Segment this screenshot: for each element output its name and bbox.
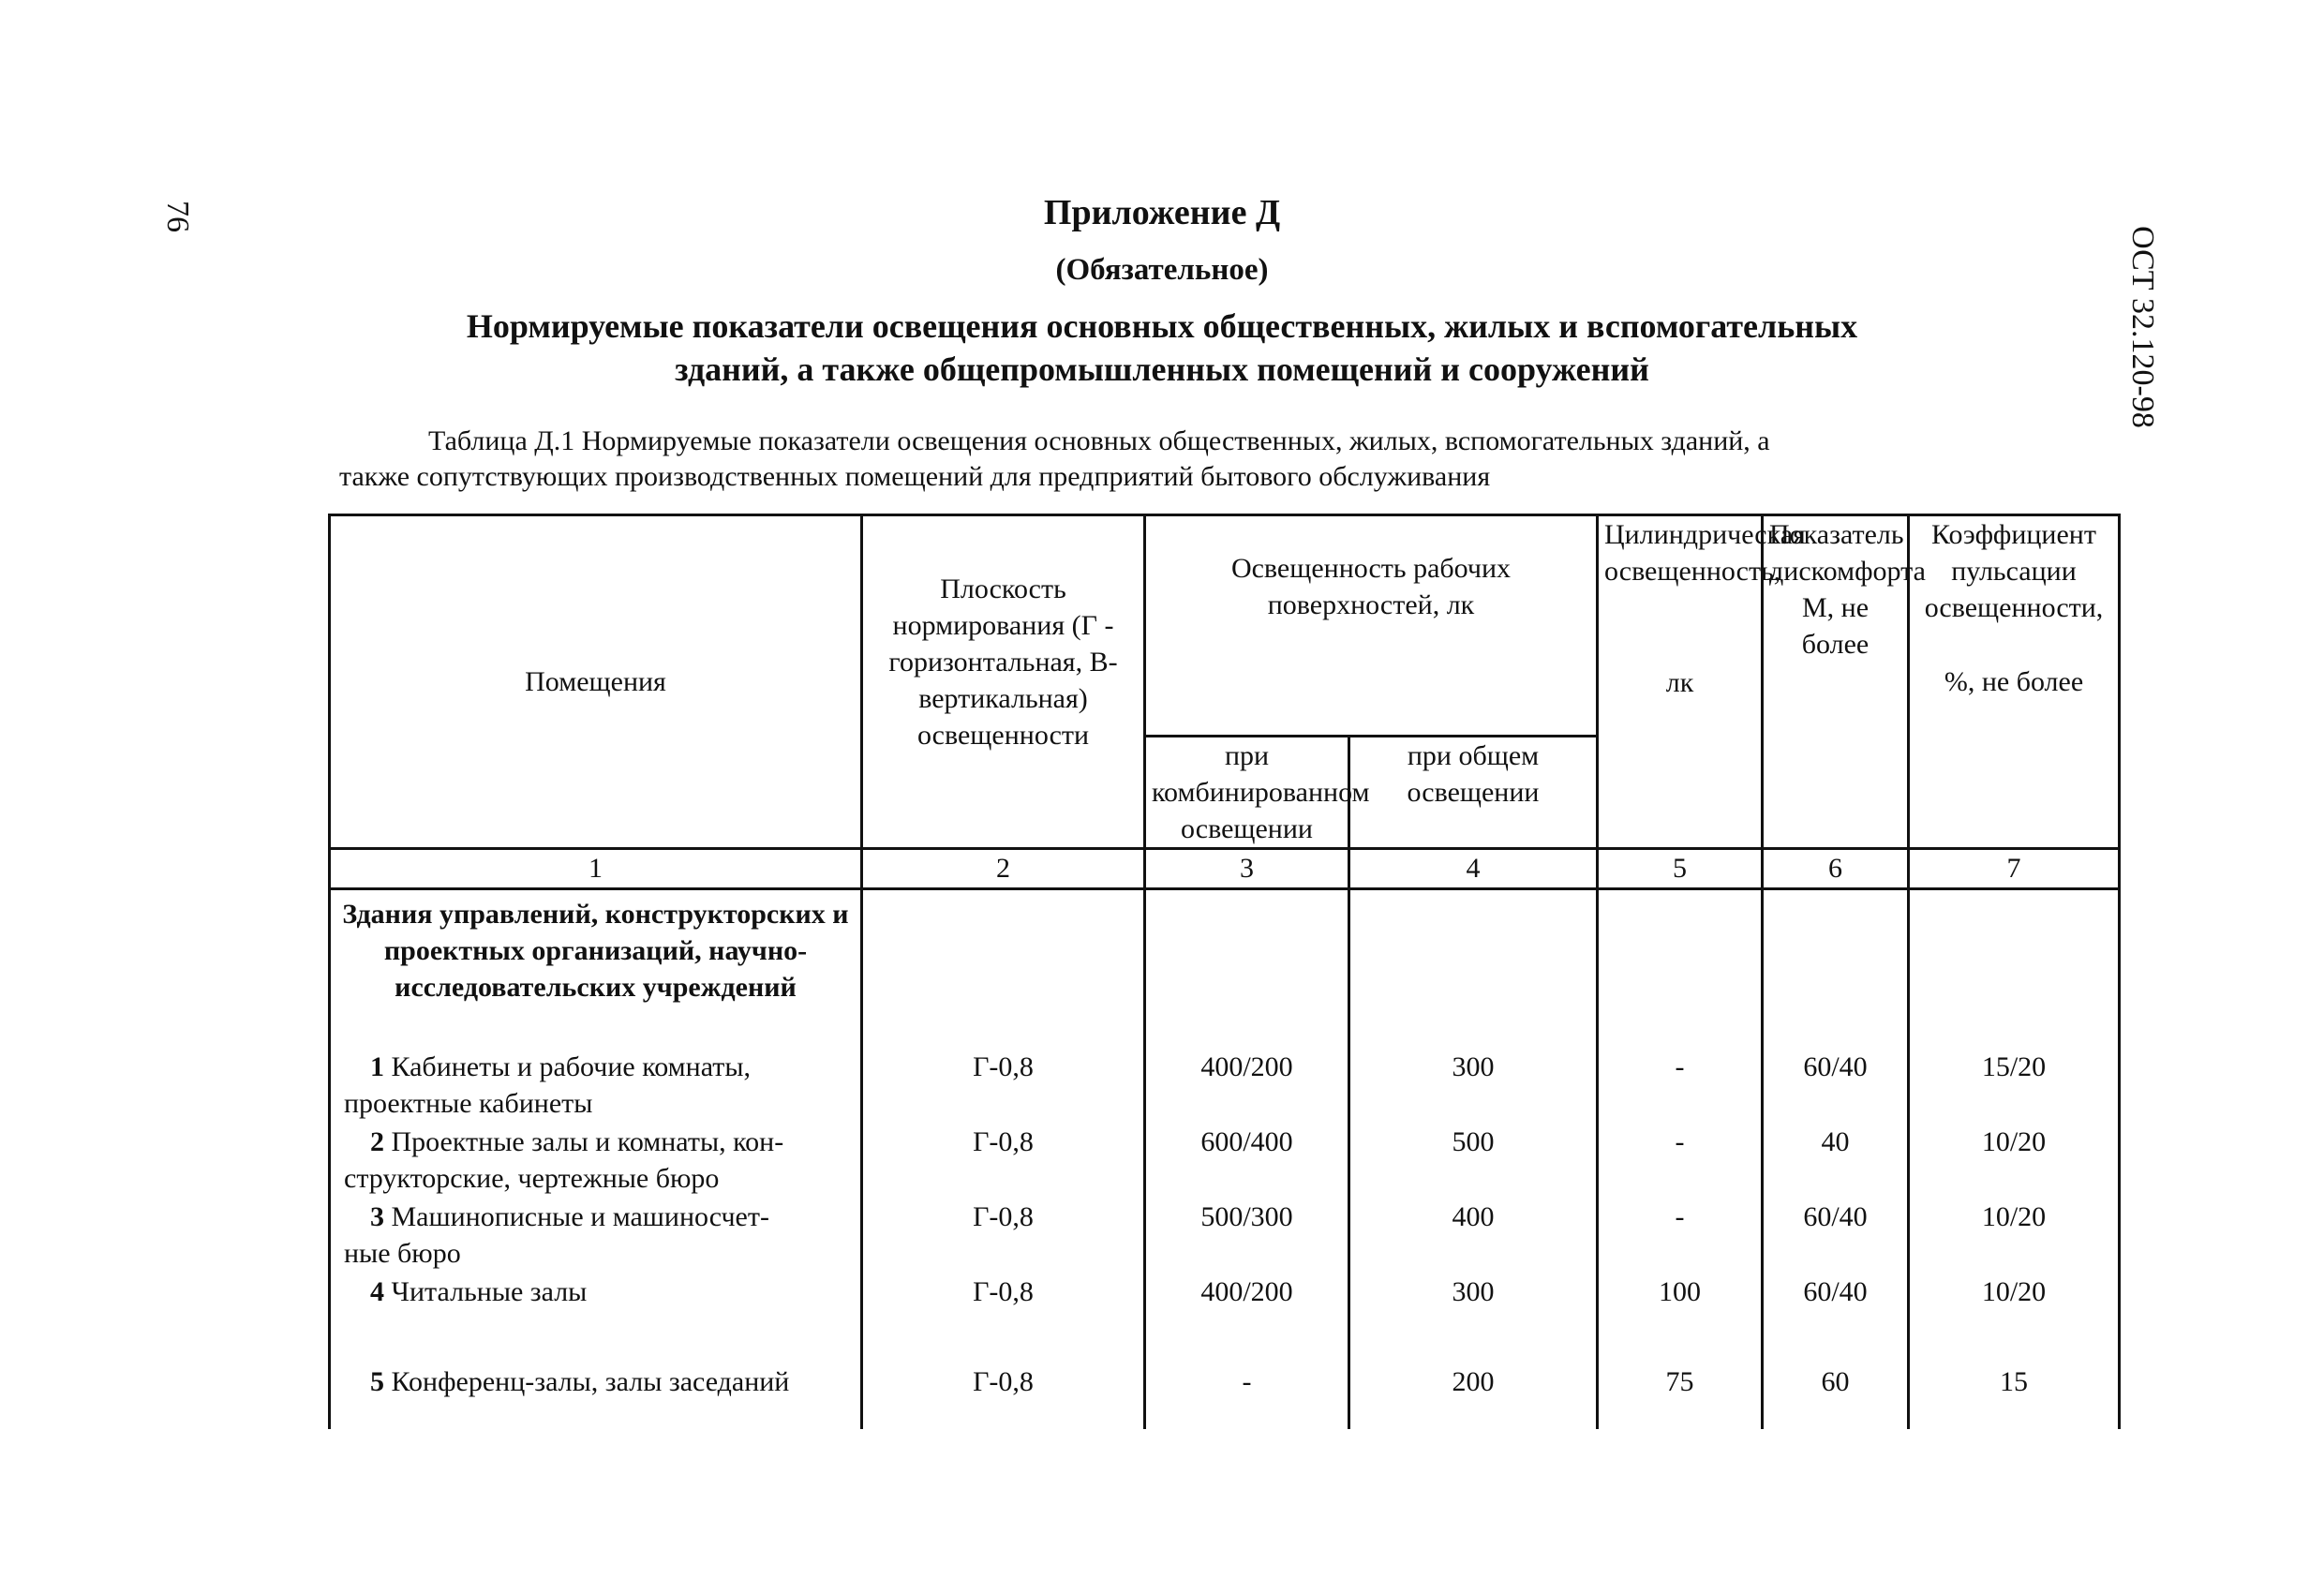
table-row xyxy=(330,1199,2120,1274)
section-title xyxy=(0,305,2324,391)
table-row xyxy=(330,1049,2120,1124)
room-name-line1: Проектные залы и комнаты, кон- xyxy=(391,1125,784,1157)
page-number: 76 xyxy=(160,201,195,232)
general-value: 300 xyxy=(1349,1274,1598,1348)
lighting-norms-table xyxy=(328,514,2121,1429)
discomfort-value: 60/40 xyxy=(1763,1049,1909,1124)
header-plane: Плоскость нормирования (Г - горизонтальная, В-вертикальная) освещенности xyxy=(862,515,1145,849)
plane-value: Г-0,8 xyxy=(862,1348,1145,1429)
discomfort-value: 60 xyxy=(1763,1348,1909,1429)
header-cylindrical-label: Цилиндрическая освещенность, xyxy=(1604,519,1806,587)
column-number-2: 2 xyxy=(862,849,1145,889)
cylindrical-value: 100 xyxy=(1598,1274,1763,1348)
header-pulsation xyxy=(1909,515,2120,849)
row-number: 3 xyxy=(370,1200,384,1232)
table-row xyxy=(330,1348,2120,1429)
row-number: 1 xyxy=(370,1050,384,1082)
row-number: 4 xyxy=(370,1275,384,1307)
general-value: 400 xyxy=(1349,1199,1598,1274)
room-name-line2: структорские, чертежные бюро xyxy=(344,1162,720,1194)
header-cylindrical xyxy=(1598,515,1806,849)
header-general: при общем освещении xyxy=(1349,737,1598,849)
empty-cell xyxy=(1598,889,1763,1049)
column-number-7: 7 xyxy=(1909,849,2120,889)
section-title-line2: зданий, а также общепромышленных помещений и сооружений xyxy=(675,350,1649,388)
document-code: ОСТ 32.120-98 xyxy=(2124,226,2160,428)
room-name-line1: Кабинеты и рабочие комнаты, xyxy=(391,1050,752,1082)
header-pulsation-label: Коэффициент пульсации освещенности, xyxy=(1924,519,2104,623)
column-number-6: 6 xyxy=(1763,849,1909,889)
pulsation-value: 15/20 xyxy=(1909,1049,2120,1124)
discomfort-value: 40 xyxy=(1763,1124,1909,1199)
table-caption-line2: также сопутствующих производственных помещений для предприятий бытового обслуживания xyxy=(339,461,1491,492)
header-pulsation-unit: %, не более xyxy=(1944,666,2084,697)
room-name xyxy=(330,1049,862,1124)
appendix-status: (Обязательное) xyxy=(1055,253,1269,287)
pulsation-value: 10/20 xyxy=(1909,1274,2120,1348)
room-name-line2: проектные кабинеты xyxy=(344,1087,593,1119)
cylindrical-value: - xyxy=(1598,1124,1763,1199)
column-number-4: 4 xyxy=(1349,849,1598,889)
header-illuminance: Освещенность рабочих поверхностей, лк xyxy=(1145,515,1598,737)
cylindrical-value: 75 xyxy=(1598,1348,1763,1429)
pulsation-value: 10/20 xyxy=(1909,1124,2120,1199)
plane-value: Г-0,8 xyxy=(862,1049,1145,1124)
empty-cell xyxy=(1145,889,1349,1049)
empty-cell xyxy=(1909,889,2120,1049)
table-row xyxy=(330,1274,2120,1348)
header-rooms: Помещения xyxy=(330,515,862,849)
room-name-line1: Машинописные и машиносчет- xyxy=(391,1200,769,1232)
plane-value: Г-0,8 xyxy=(862,1124,1145,1199)
general-value: 500 xyxy=(1349,1124,1598,1199)
empty-cell xyxy=(862,889,1145,1049)
appendix-title: Приложение Д xyxy=(1043,193,1281,232)
cylindrical-value: - xyxy=(1598,1049,1763,1124)
row-number: 2 xyxy=(370,1125,384,1157)
room-name xyxy=(330,1124,862,1199)
table-row xyxy=(330,1124,2120,1199)
combined-value: - xyxy=(1145,1348,1349,1429)
header-combined: при комбинированном освещении xyxy=(1145,737,1349,849)
table-caption-line1: Таблица Д.1 Нормируемые показатели освещения основных общественных, жилых, вспомогательных зданий, а xyxy=(428,425,1770,456)
room-name xyxy=(330,1274,862,1348)
header-cylindrical-unit: лк xyxy=(1665,667,1694,698)
empty-cell xyxy=(1349,889,1598,1049)
empty-cell xyxy=(1763,889,1909,1049)
discomfort-value: 60/40 xyxy=(1763,1199,1909,1274)
room-name-line1: Конференц-залы, залы заседаний xyxy=(391,1365,790,1397)
room-name-line1: Читальные залы xyxy=(391,1275,588,1307)
combined-value: 400/200 xyxy=(1145,1049,1349,1124)
row-number: 5 xyxy=(370,1365,384,1397)
combined-value: 500/300 xyxy=(1145,1199,1349,1274)
table-caption xyxy=(339,424,2120,495)
combined-value: 400/200 xyxy=(1145,1274,1349,1348)
column-number-3: 3 xyxy=(1145,849,1349,889)
cylindrical-value: - xyxy=(1598,1199,1763,1274)
pulsation-value: 10/20 xyxy=(1909,1199,2120,1274)
room-name xyxy=(330,1199,862,1274)
column-number-1: 1 xyxy=(330,849,862,889)
general-value: 200 xyxy=(1349,1348,1598,1429)
header-discomfort: Показатель дискомфорта М, не более xyxy=(1763,515,1909,849)
group-title: Здания управлений, конструкторских и проектных организаций, научно-исследовательских учреждений xyxy=(330,889,862,1049)
room-name xyxy=(330,1348,862,1429)
section-title-line1: Нормируемые показатели освещения основных общественных, жилых и вспомогательных xyxy=(466,307,1858,345)
combined-value: 600/400 xyxy=(1145,1124,1349,1199)
plane-value: Г-0,8 xyxy=(862,1274,1145,1348)
plane-value: Г-0,8 xyxy=(862,1199,1145,1274)
column-number-5: 5 xyxy=(1598,849,1763,889)
general-value: 300 xyxy=(1349,1049,1598,1124)
discomfort-value: 60/40 xyxy=(1763,1274,1909,1348)
pulsation-value: 15 xyxy=(1909,1348,2120,1429)
room-name-line2: ные бюро xyxy=(344,1237,461,1269)
